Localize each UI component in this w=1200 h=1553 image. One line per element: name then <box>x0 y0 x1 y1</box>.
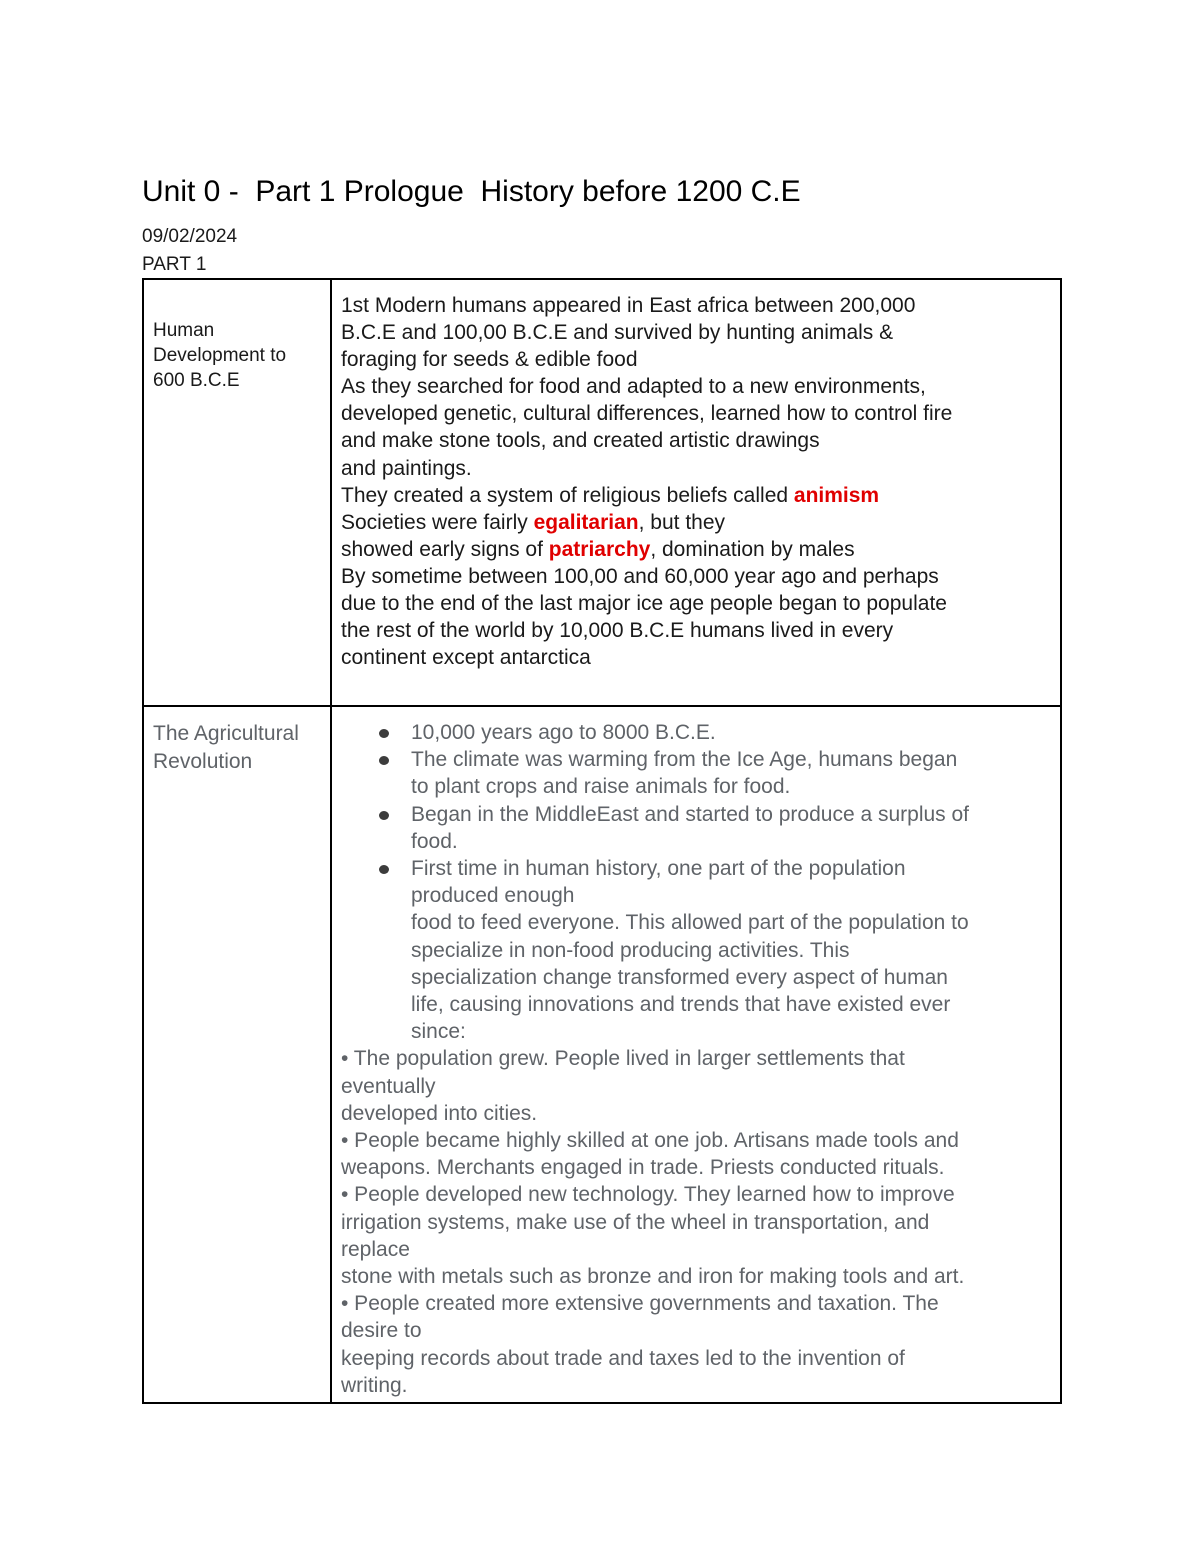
note-line: to plant crops and raise animals for food. <box>411 775 791 799</box>
document-date: 09/02/2024 <box>142 226 238 247</box>
note-line: since: <box>411 1020 466 1044</box>
note-line: The climate was warming from the Ice Age, humans began <box>411 748 958 772</box>
keyword-egalitarian: egalitarian <box>533 510 639 534</box>
note-line: B.C.E and 100,00 B.C.E and survived by hunting animals & <box>341 321 894 345</box>
note-line: Began in the MiddleEast and started to produce a surplus of <box>411 802 970 826</box>
note-line: developed into cities. <box>341 1101 538 1125</box>
bullet-list <box>341 719 1052 1045</box>
notes-text <box>332 280 1060 671</box>
topic-label: The Agricultural Revolution <box>153 722 299 773</box>
note-line: life, causing innovations and trends that have existed ever <box>411 993 951 1017</box>
notes-table <box>142 278 1062 1404</box>
note-text: , domination by males <box>650 537 855 561</box>
note-text: , but they <box>638 510 726 534</box>
list-item <box>411 746 1052 800</box>
note-line: and make stone tools, and created artistic drawings <box>341 429 820 453</box>
topic-label: Human Development to 600 B.C.E <box>153 320 287 391</box>
note-line: writing. <box>341 1373 408 1397</box>
note-line: desire to <box>341 1319 422 1343</box>
note-line: • People became highly skilled at one job. Artisans made tools and <box>341 1129 959 1153</box>
note-line: replace <box>341 1237 410 1261</box>
note-line: As they searched for food and adapted to a new environments, <box>341 375 926 399</box>
note-line: First time in human history, one part of the population <box>411 857 906 881</box>
note-line: developed genetic, cultural differences, learned how to control fire <box>341 402 953 426</box>
note-line <box>341 536 1050 563</box>
note-line: food to feed everyone. This allowed part of the population to <box>411 911 969 935</box>
note-line: 1st Modern humans appeared in East africa between 200,000 <box>341 294 916 317</box>
note-line: • The population grew. People lived in larger settlements that <box>341 1047 905 1071</box>
topic-cell <box>143 706 331 1403</box>
note-line: By sometime between 100,00 and 60,000 year ago and perhaps <box>341 564 939 588</box>
note-text: showed early signs of <box>341 537 549 561</box>
list-item <box>411 855 1052 1045</box>
note-text: Societies were fairly <box>341 510 534 534</box>
note-line: and paintings. <box>341 456 472 480</box>
keyword-patriarchy: patriarchy <box>548 537 651 561</box>
note-line: irrigation systems, make use of the wheel in transportation, and <box>341 1210 930 1234</box>
note-line: 10,000 years ago to 8000 B.C.E. <box>411 721 716 744</box>
notes-cell <box>331 279 1061 706</box>
note-line: due to the end of the last major ice age people began to populate <box>341 592 947 616</box>
note-line: foraging for seeds & edible food <box>341 348 638 372</box>
document-title: Unit 0 - Part 1 Prologue History before 1200 C.E <box>142 175 801 208</box>
note-line <box>341 509 1050 536</box>
notes-text <box>332 707 1060 1399</box>
note-line: specialize in non-food producing activities. This <box>411 938 850 962</box>
table-row <box>143 279 1061 706</box>
note-line <box>341 482 1050 509</box>
table-row <box>143 706 1061 1403</box>
keyword-animism: animism <box>793 483 880 507</box>
note-line: eventually <box>341 1074 436 1098</box>
topic-cell <box>143 279 331 706</box>
note-line: food. <box>411 829 458 853</box>
note-line: • People created more extensive governments and taxation. The <box>341 1292 939 1316</box>
notes-cell <box>331 706 1061 1403</box>
note-line: continent except antarctica <box>341 646 591 670</box>
list-item <box>411 801 1052 855</box>
part-label: PART 1 <box>142 254 207 275</box>
list-item <box>411 719 1052 746</box>
note-line: stone with metals such as bronze and iron for making tools and art. <box>341 1265 965 1289</box>
note-text: They created a system of religious beliefs called <box>341 483 794 507</box>
note-line: keeping records about trade and taxes led to the invention of <box>341 1346 905 1370</box>
note-line: • People developed new technology. They learned how to improve <box>341 1183 955 1207</box>
note-line: specialization change transformed every aspect of human <box>411 965 948 989</box>
note-line: produced enough <box>411 884 575 908</box>
note-line: the rest of the world by 10,000 B.C.E humans lived in every <box>341 619 894 643</box>
note-line: weapons. Merchants engaged in trade. Priests conducted rituals. <box>341 1156 945 1180</box>
